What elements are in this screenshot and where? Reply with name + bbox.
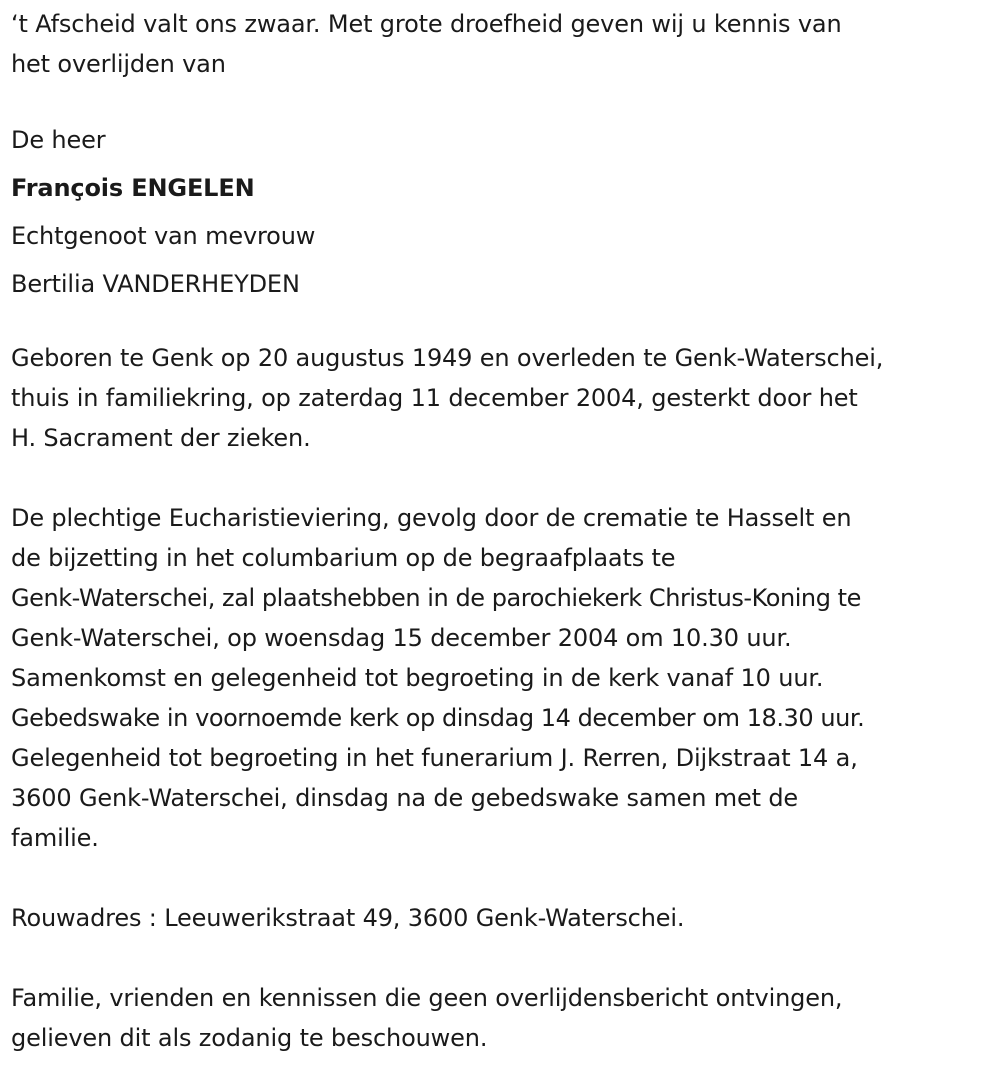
ceremony-line: familie. — [11, 824, 99, 852]
spouse-name: Bertilia VANDERHEYDEN — [11, 270, 300, 298]
ceremony-paragraph — [11, 498, 996, 858]
ceremony-line: Gebedswake in voornoemde kerk op dinsdag 14 december om 18.30 uur. — [11, 704, 865, 732]
ceremony-line: Genk-Waterschei, op woensdag 15 december 2004 om 10.30 uur. — [11, 624, 792, 652]
ceremony-line: De plechtige Eucharistieviering, gevolg door de crematie te Hasselt en — [11, 504, 852, 532]
deceased-block — [11, 116, 996, 308]
ceremony-line: Samenkomst en gelegenheid tot begroeting in de kerk vanaf 10 uur. — [11, 664, 824, 692]
obituary-document — [11, 0, 996, 1058]
intro-paragraph — [11, 4, 996, 84]
birth-death-line: H. Sacrament der zieken. — [11, 424, 311, 452]
intro-line: ‘t Afscheid valt ons zwaar. Met grote droefheid geven wij u kennis van — [11, 10, 842, 38]
ceremony-line: Gelegenheid tot begroeting in het funerarium J. Rerren, Dijkstraat 14 a, — [11, 744, 858, 772]
deceased-name: François ENGELEN — [11, 174, 255, 202]
closing-paragraph — [11, 978, 996, 1058]
birth-death-paragraph — [11, 338, 996, 458]
ceremony-line: de bijzetting in het columbarium op de begraafplaats te — [11, 544, 676, 572]
mourning-address: Rouwadres : Leeuwerikstraat 49, 3600 Genk-Waterschei. — [11, 904, 685, 932]
salutation: De heer — [11, 126, 106, 154]
closing-line: Familie, vrienden en kennissen die geen overlijdensbericht ontvingen, — [11, 984, 843, 1012]
spouse-label: Echtgenoot van mevrouw — [11, 222, 316, 250]
ceremony-line: 3600 Genk-Waterschei, dinsdag na de gebedswake samen met de — [11, 784, 799, 812]
ceremony-line: Genk-Waterschei, zal plaatshebben in de parochiekerk Christus-Koning te — [11, 584, 861, 612]
closing-line: gelieven dit als zodanig te beschouwen. — [11, 1024, 488, 1052]
birth-death-line: thuis in familiekring, op zaterdag 11 december 2004, gesterkt door het — [11, 384, 858, 412]
intro-line: het overlijden van — [11, 50, 226, 78]
birth-death-line: Geboren te Genk op 20 augustus 1949 en overleden te Genk-Waterschei, — [11, 344, 884, 372]
